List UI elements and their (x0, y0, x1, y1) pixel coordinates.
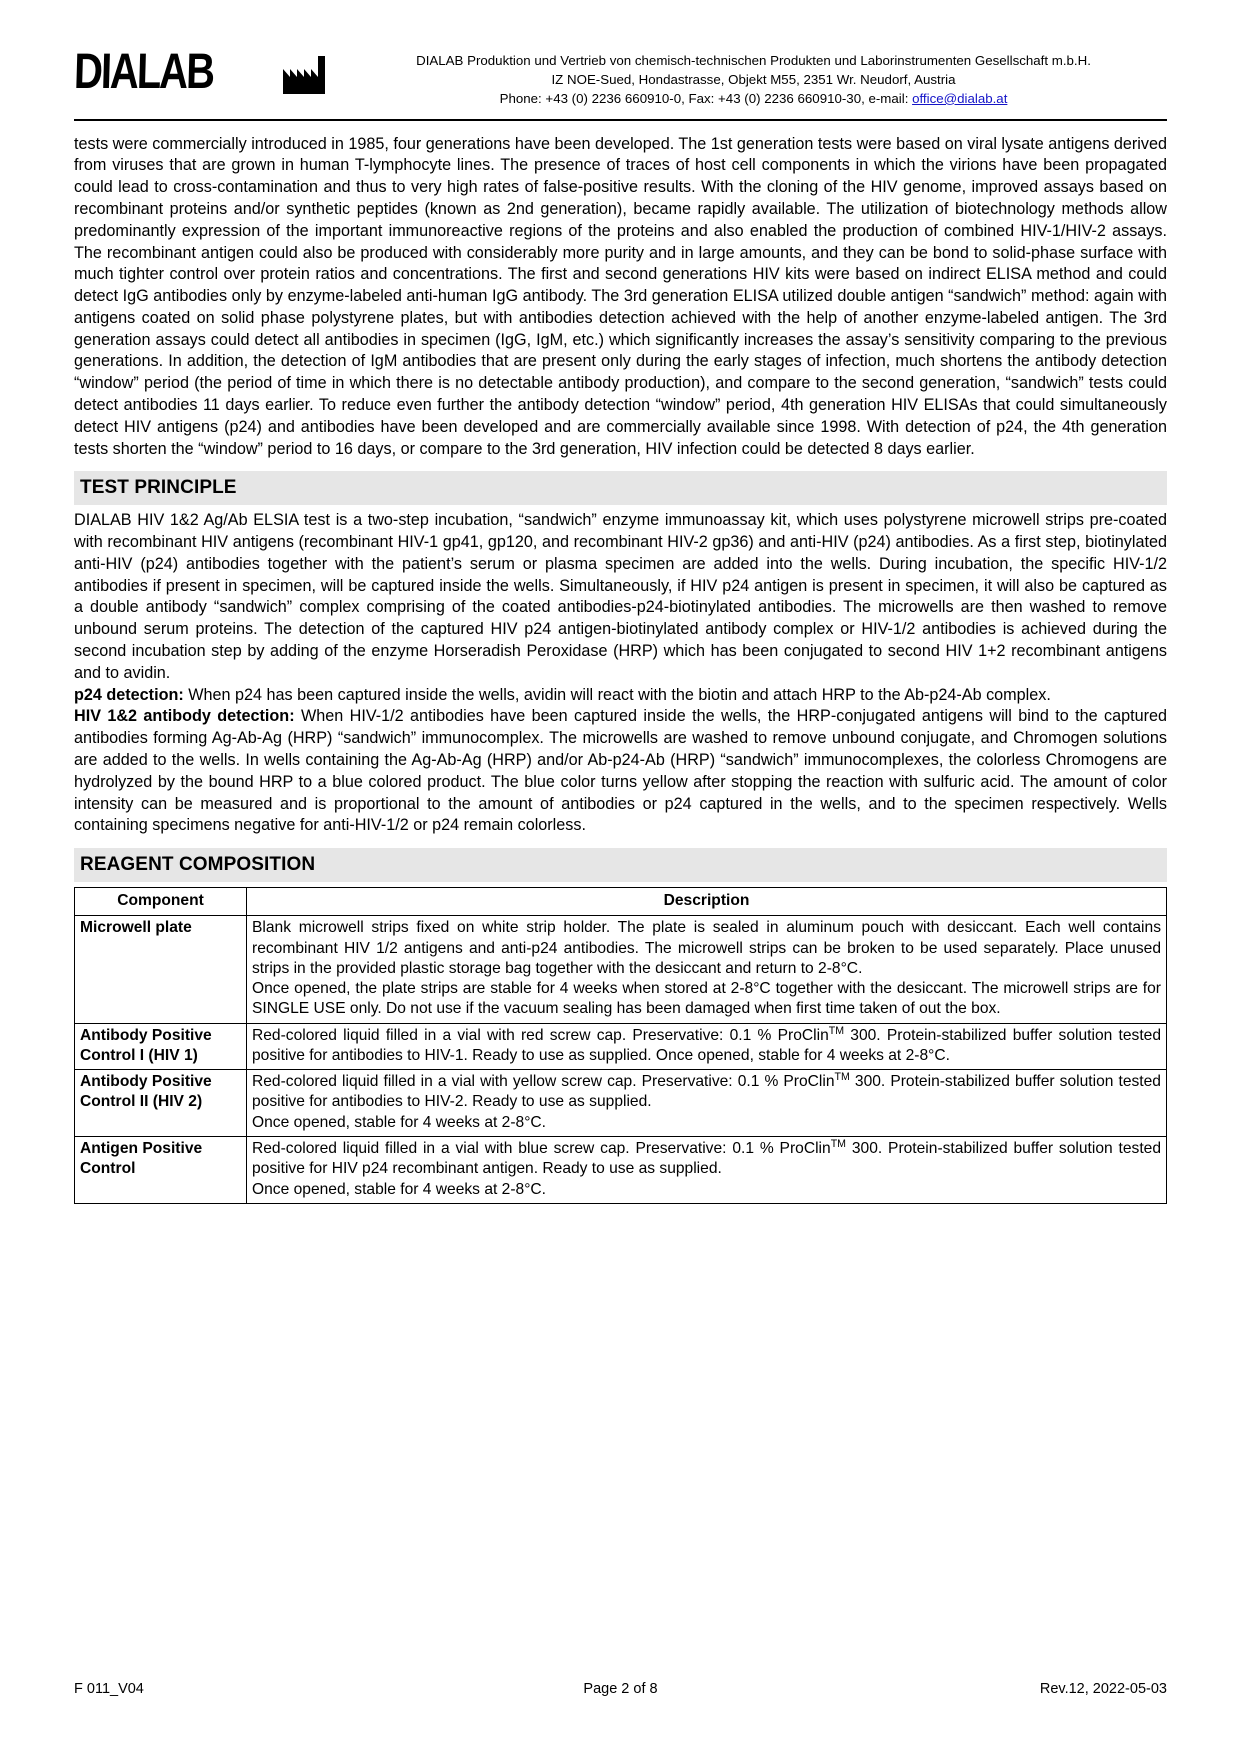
section-heading-reagent-composition: REAGENT COMPOSITION (74, 848, 1167, 882)
cell-description (247, 1070, 1167, 1137)
description-paragraph: Once opened, the plate strips are stable for 4 weeks when stored at 2-8°C together with the desiccant. The microwell strips are for SINGLE USE only. Do not use if the vacuum sealing has been damaged when first time taken of out the box. (252, 980, 1161, 1018)
cell-description (247, 916, 1167, 1023)
test-principle-paragraph-1: DIALAB HIV 1&2 Ag/Ab ELSIA test is a two-step incubation, “sandwich” enzyme immunoassay kit, which uses polystyrene microwell strips pre-coated with recombinant HIV antigens (recombinant HIV-1 gp41, gp120, and recombinant HIV-2 gp36) and anti-HIV (p24) antibodies. As a first step, biotinylated anti-HIV (p24) antibodies together with the patient’s serum or plasma specimen are added into the wells. During incubation, the specific HIV-1/2 antibodies if present in specimen, will be captured inside the wells. Simultaneously, if HIV p24 antigen is present in specimen, it will also be captured as a double antibody “sandwich” complex comprising of the coated antibodies-p24-biotinylated antibodies. The microwells are then washed to remove unbound serum proteins. The detection of the captured HIV p24 antigen-biotinylated antibody complex or HIV-1/2 antibodies is achieved during the second incubation step by adding of the enzyme Horseradish Peroxidase (HRP) which has been conjugated to second HIV 1+2 recombinant antigens and to avidin. (74, 511, 1167, 682)
header-divider (74, 119, 1167, 121)
test-principle-antibody-detection (74, 706, 1167, 837)
footer-document-code: F 011_V04 (74, 1681, 144, 1697)
p24-detection-label: p24 detection: (74, 685, 184, 704)
cell-component: Antibody Positive Control II (HIV 2) (75, 1070, 247, 1137)
table-row (75, 1136, 1167, 1203)
cell-component: Antigen Positive Control (75, 1136, 247, 1203)
intro-paragraph: tests were commercially introduced in 1985, four generations have been developed. The 1st generation tests were based on viral lysate antigens derived from viruses that are grown in human T-lymphocyte lines. The presence of traces of host cell components in which the virions have been propagated could lead to cross-contamination and thus to very high rates of false-positive results. With the cloning of the HIV genome, improved assays based on recombinant proteins and/or synthetic peptides (known as 2nd generation), became rapidly available. The utilization of biotechnology methods allow predominantly expression of the important immunoreactive regions of the proteins and also enabled the production of combined HIV-1/HIV-2 assays. The recombinant antigen could also be produced with considerably more purity and in large amounts, and they can be bond to solid-phase surface with much tighter control over protein ratios and concentrations. The first and second generations HIV kits were based on indirect ELISA method and could detect IgG antibodies only by enzyme-labeled anti-human IgG antibody. The 3rd generation ELISA utilized double antigen “sandwich” method: again with antigens coated on solid phase polystyrene plates, but with antibodies detection achieved with the help of another enzyme-labeled antigen. The 3rd generation assays could detect all antibodies in specimen (IgG, IgM, etc.) which significantly increases the assay’s sensitivity comparing to the previous generations. In addition, the detection of IgM antibodies that are present only during the early stages of infection, much shortens the antibody detection “window” period (the period of time in which there is no detectable antibody production), and compare to the second generation, “sandwich” tests could detect antibodies 11 days earlier. To reduce even further the antibody detection “window” period, 4th generation HIV ELISAs that could simultaneously detect HIV antigens (p24) and antibodies have been developed and are commercially available since 1998. With detection of p24, the 4th generation tests shorten the “window” period to 16 days, or compare to the 3rd generation, HIV infection could be detected 8 days earlier. (74, 134, 1168, 458)
company-name-line: DIALAB Produktion und Vertrieb von chemisch-technischen Produkten und Laborinstrumenten Gesellschaft m.b.H. (416, 53, 1091, 68)
footer-page-number: Page 2 of 8 (583, 1681, 658, 1697)
cell-description (247, 1136, 1167, 1203)
description-paragraph: Blank microwell strips fixed on white strip holder. The plate is sealed in aluminum pouch with desiccant. Each well contains recombinant HIV 1/2 antigens and anti-p24 antibodies. The microwell strips can be broken to be used separately. Place unused strips in the provided plastic storage bag together with the desiccant and return to 2-8°C. (252, 919, 1161, 977)
table-header-row (75, 888, 1167, 916)
cell-component: Antibody Positive Control I (HIV 1) (75, 1023, 247, 1070)
dialab-logo-text: DIALAB (73, 44, 214, 100)
cell-component: Microwell plate (75, 916, 247, 1023)
section-heading-test-principle: TEST PRINCIPLE (74, 471, 1167, 505)
test-principle-p24-detection (74, 685, 1167, 707)
table-row (75, 916, 1167, 1023)
description-paragraph: Red-colored liquid filled in a vial with yellow screw cap. Preservative: 0.1 % ProClin™ 300. Protein-stabilized buffer solution tested positive for antibodies to HIV-2. Ready to use as supplied. (252, 1071, 1161, 1111)
factory-icon (281, 56, 333, 96)
reagent-table-body (75, 916, 1167, 1203)
footer-revision: Rev.12, 2022-05-03 (1039, 1681, 1167, 1697)
description-paragraph: Red-colored liquid filled in a vial with blue screw cap. Preservative: 0.1 % ProClin™ 300. Protein-stabilized buffer solution tested positive for HIV p24 recombinant antigen. Ready to use as supplied. (252, 1137, 1162, 1178)
column-header-description: Description (247, 888, 1167, 916)
column-header-component: Component (75, 888, 247, 916)
email-link[interactable]: office@dialab.at (912, 90, 1008, 106)
p24-detection-text: When p24 has been captured inside the wells, avidin will react with the biotin and attach HRP to the Ab-p24-Ab complex. (183, 685, 1051, 704)
company-address-block (340, 44, 1167, 109)
company-address-line: IZ NOE-Sued, Hondastrasse, Objekt M55, 2351 Wr. Neudorf, Austria (551, 71, 956, 87)
cell-description (247, 1023, 1167, 1070)
company-logo (73, 44, 274, 100)
description-paragraph: Once opened, stable for 4 weeks at 2-8°C. (252, 1113, 547, 1131)
document-footer (74, 1681, 1167, 1697)
contact-prefix-text: Phone: +43 (0) 2236 660910-0, Fax: +43 (0) 2236 660910-30, e-mail: (499, 90, 913, 106)
company-contact-line (340, 90, 1167, 109)
antibody-detection-text: When HIV-1/2 antibodies have been captured inside the wells, the HRP-conjugated antigens will bind to the captured antibodies forming Ag-Ab-Ag (HRP) “sandwich” immunocomplex. The microwells are washed to remove unbound conjugate, and Chromogen solutions are added to the wells. In wells containing the Ag-Ab-Ag (HRP) and/or Ab-p24-Ab (HRP) “sandwich” immunocomplexes, the colorless Chromogens are hydrolyzed by the bound HRP to a blue colored product. The blue color turns yellow after stopping the reaction with sulfuric acid. The amount of color intensity can be measured and is proportional to the amount of antibodies or p24 captured in the wells, and to the specimen respectively. Wells containing specimens negative for anti-HIV-1/2 or p24 remain colorless. (74, 707, 1167, 835)
description-paragraph: Red-colored liquid filled in a vial with red screw cap. Preservative: 0.1 % ProClin™ 300. Protein-stabilized buffer solution tested positive for antibodies to HIV-1. Ready to use as supplied. Once opened, stable for 4 weeks at 2-8°C. (252, 1024, 1161, 1064)
table-row (75, 1023, 1167, 1070)
description-paragraph: Once opened, stable for 4 weeks at 2-8°C. (252, 1180, 547, 1198)
manufacturer-symbol (274, 44, 340, 96)
document-header (74, 44, 1167, 115)
antibody-detection-label: HIV 1&2 antibody detection: (74, 707, 295, 726)
table-row (75, 1070, 1167, 1137)
reagent-composition-table (74, 887, 1167, 1204)
